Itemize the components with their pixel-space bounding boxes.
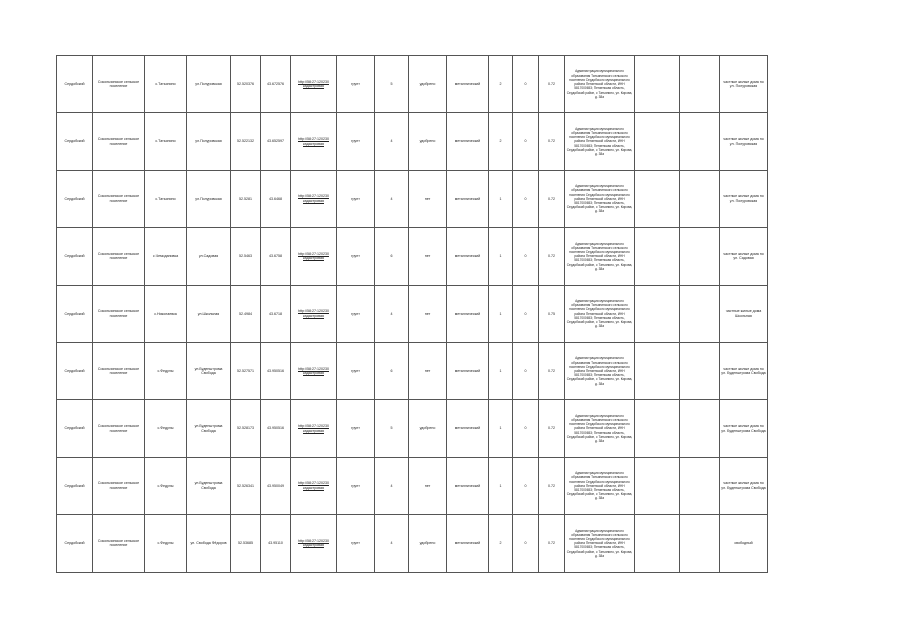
cell-area: 4 bbox=[375, 515, 409, 572]
cell-cadastre bbox=[291, 342, 337, 399]
cell-state: удобрено bbox=[409, 113, 447, 170]
cell-district: Сердобский bbox=[57, 342, 93, 399]
cell-source: частные жилые дома по ул. Полуровская bbox=[720, 113, 768, 170]
cell-area: 5 bbox=[375, 400, 409, 457]
cell-org: Администрация муниципального образования Татьянинского сельского поселения Сердобского муниципального района Пензенской области, ИНН 5817000653; Пензенская область, Сердобский район, с Татьянино, ул. Кирова, д. 38а bbox=[565, 515, 635, 572]
cell-lat: 52.528173 bbox=[231, 400, 261, 457]
cell-settlement: Сокольчинское сельское поселение bbox=[93, 113, 145, 170]
cell-village: с.Федулы bbox=[145, 400, 187, 457]
cell-surface: грунт bbox=[337, 457, 375, 514]
cell-state: нет bbox=[409, 457, 447, 514]
cell-area: 6 bbox=[375, 228, 409, 285]
cell-street: ул.Буденштрома Свобода bbox=[187, 457, 231, 514]
cell-lon: 43.6758 bbox=[261, 228, 291, 285]
cell-lon: 43.6718 bbox=[261, 285, 291, 342]
cell-street: ул.Буденштрома Свобода bbox=[187, 342, 231, 399]
cell-district: Сердобский bbox=[57, 457, 93, 514]
cell-type: металлический bbox=[447, 170, 489, 227]
cell-type: металлический bbox=[447, 457, 489, 514]
cell-org: Администрация муниципального образования Татьянинского сельского поселения Сердобского муниципального района Пензенской области, ИНН 5817000653; Пензенская область, Сердобский район, с Татьянино, ул. Кирова, д. 38а bbox=[565, 400, 635, 457]
cell-village: с.Чемодановка bbox=[145, 228, 187, 285]
cell-lat: 52.520376 bbox=[231, 56, 261, 113]
cell-street: ул.Садовая bbox=[187, 228, 231, 285]
cell-settlement: Сокольчинское сельское поселение bbox=[93, 228, 145, 285]
cell-district: Сердобский bbox=[57, 228, 93, 285]
cell-lat: 52.526341 bbox=[231, 457, 261, 514]
cell-source: свободный bbox=[720, 515, 768, 572]
cell-col2: 0 bbox=[513, 400, 539, 457]
cell-state: нет bbox=[409, 170, 447, 227]
cell-lon: 43.950516 bbox=[261, 342, 291, 399]
cell-district: Сердобский bbox=[57, 170, 93, 227]
cell-village: с.Федулы bbox=[145, 515, 187, 572]
cell-col1: 1 bbox=[489, 342, 513, 399]
cell-area: 4 bbox=[375, 285, 409, 342]
cell-org: Администрация муниципального образования Татьянинского сельского поселения Сердобского муниципального района Пензенской области, ИНН 5817000653; Пензенская область, Сердобский район, с Татьянино, ул. Кирова, д. 38а bbox=[565, 342, 635, 399]
cell-org: Администрация муниципального образования Татьянинского сельского поселения Сердобского муниципального района Пензенской области, ИНН 5817000653; Пензенская область, Сердобский район, с Татьянино, ул. Кирова, д. 38а bbox=[565, 170, 635, 227]
cell-empty2 bbox=[680, 170, 720, 227]
cell-org: Администрация муниципального образования Татьянинского сельского поселения Сердобского муниципального района Пензенской области, ИНН 5817000653; Пензенская область, Сердобский район, с Татьянино, ул. Кирова, д. 38а bbox=[565, 285, 635, 342]
cell-district: Сердобский bbox=[57, 56, 93, 113]
cell-empty1 bbox=[635, 113, 680, 170]
cell-empty1 bbox=[635, 228, 680, 285]
cell-street: ул.Полуровская bbox=[187, 113, 231, 170]
cell-state: удобрено bbox=[409, 515, 447, 572]
cell-village: с.Татьянино bbox=[145, 56, 187, 113]
cell-lat: 52.4984 bbox=[231, 285, 261, 342]
cell-street: ул.Буденштрома Свобода bbox=[187, 400, 231, 457]
cell-col1: 1 bbox=[489, 285, 513, 342]
table-row bbox=[57, 56, 768, 113]
cell-vol: 0.72 bbox=[539, 515, 565, 572]
cell-street: ул.Школьная bbox=[187, 285, 231, 342]
cell-village: с.Татьянино bbox=[145, 170, 187, 227]
cadastre-link[interactable]: http://58:27:120230 кадастровая bbox=[298, 538, 329, 548]
cell-state: нет bbox=[409, 285, 447, 342]
cell-street: ул.Полуровская bbox=[187, 56, 231, 113]
cadastre-link[interactable]: http://58:27:120230 кадастровая bbox=[298, 309, 329, 318]
cell-vol: 0.72 bbox=[539, 457, 565, 514]
cell-lat: 52.527571 bbox=[231, 342, 261, 399]
cell-surface: грунт bbox=[337, 285, 375, 342]
cell-source: частные жилые дома по ул. Полуровская bbox=[720, 56, 768, 113]
cell-col2: 0 bbox=[513, 515, 539, 572]
cell-vol: 0.75 bbox=[539, 285, 565, 342]
cell-lat: 52.5463 bbox=[231, 228, 261, 285]
cell-surface: грунт bbox=[337, 170, 375, 227]
cell-col1: 2 bbox=[489, 515, 513, 572]
cell-empty1 bbox=[635, 170, 680, 227]
cell-lon: 43.950516 bbox=[261, 400, 291, 457]
cell-area: 6 bbox=[375, 342, 409, 399]
cell-lon: 43.95110 bbox=[261, 515, 291, 572]
cell-empty2 bbox=[680, 515, 720, 572]
cell-district: Сердобский bbox=[57, 400, 93, 457]
cell-lon: 43.950049 bbox=[261, 457, 291, 514]
cell-source: частные жилые дома Школьная bbox=[720, 285, 768, 342]
cell-vol: 0.72 bbox=[539, 56, 565, 113]
cell-col2: 0 bbox=[513, 228, 539, 285]
cell-area: 4 bbox=[375, 170, 409, 227]
cell-empty2 bbox=[680, 342, 720, 399]
cell-empty2 bbox=[680, 228, 720, 285]
cell-surface: грунт bbox=[337, 400, 375, 457]
cell-lat: 52.522132 bbox=[231, 113, 261, 170]
cell-vol: 0.72 bbox=[539, 342, 565, 399]
table-row bbox=[57, 285, 768, 342]
cell-cadastre bbox=[291, 400, 337, 457]
cell-col1: 1 bbox=[489, 400, 513, 457]
cell-surface: грунт bbox=[337, 515, 375, 572]
cell-org: Администрация муниципального образования Татьянинского сельского поселения Сердобского муниципального района Пензенской области, ИНН 5817000653; Пензенская область, Сердобский район, с Татьянино, ул. Кирова, д. 38а bbox=[565, 457, 635, 514]
cell-settlement: Сокольчинское сельское поселение bbox=[93, 457, 145, 514]
cell-empty1 bbox=[635, 285, 680, 342]
cell-area: 4 bbox=[375, 113, 409, 170]
cell-type: металлический bbox=[447, 342, 489, 399]
cell-type: металлический bbox=[447, 56, 489, 113]
cell-state: нет bbox=[409, 342, 447, 399]
cell-state: удобрено bbox=[409, 400, 447, 457]
table-row bbox=[57, 515, 768, 572]
cell-cadastre bbox=[291, 113, 337, 170]
cell-cadastre bbox=[291, 457, 337, 514]
cell-street: ул.Полуровская bbox=[187, 170, 231, 227]
cell-type: металлический bbox=[447, 400, 489, 457]
cell-empty2 bbox=[680, 56, 720, 113]
cell-type: металлический bbox=[447, 515, 489, 572]
cell-cadastre bbox=[291, 285, 337, 342]
cell-vol: 0.72 bbox=[539, 170, 565, 227]
cell-col2: 0 bbox=[513, 342, 539, 399]
cell-col1: 2 bbox=[489, 56, 513, 113]
cell-col2: 0 bbox=[513, 56, 539, 113]
cell-village: с.Татьянино bbox=[145, 113, 187, 170]
cell-col2: 0 bbox=[513, 113, 539, 170]
cell-village: с.Федулы bbox=[145, 342, 187, 399]
cell-col1: 1 bbox=[489, 170, 513, 227]
cell-empty1 bbox=[635, 56, 680, 113]
cell-lon: 43.672576 bbox=[261, 56, 291, 113]
cadastre-link[interactable]: http://58:27:120230 кадастровая bbox=[298, 366, 329, 376]
cell-lat: 52.53685 bbox=[231, 515, 261, 572]
cell-district: Сердобский bbox=[57, 113, 93, 170]
cell-surface: грунт bbox=[337, 228, 375, 285]
cell-cadastre bbox=[291, 170, 337, 227]
cell-settlement: Сокольчинское сельское поселение bbox=[93, 400, 145, 457]
cell-area: 4 bbox=[375, 457, 409, 514]
cell-district: Сердобский bbox=[57, 515, 93, 572]
cell-lon: 43.6468 bbox=[261, 170, 291, 227]
cell-area: 5 bbox=[375, 56, 409, 113]
cell-type: металлический bbox=[447, 113, 489, 170]
cadastre-link[interactable]: http://58:27:120230 кадастровая bbox=[298, 251, 329, 261]
cell-surface: грунт bbox=[337, 342, 375, 399]
cadastre-link[interactable]: http://58:27:120230 кадастровая bbox=[298, 424, 329, 433]
cell-vol: 0.72 bbox=[539, 113, 565, 170]
cell-surface: грунт bbox=[337, 113, 375, 170]
cell-empty1 bbox=[635, 342, 680, 399]
cell-cadastre bbox=[291, 56, 337, 113]
cell-col1: 1 bbox=[489, 228, 513, 285]
cell-empty1 bbox=[635, 400, 680, 457]
cell-vol: 0.72 bbox=[539, 400, 565, 457]
table-row bbox=[57, 400, 768, 457]
cell-source: частные жилые дома по ул. Буденштрома Свобода bbox=[720, 400, 768, 457]
document-sheet bbox=[56, 55, 767, 572]
cell-empty2 bbox=[680, 113, 720, 170]
cadastre-link[interactable]: http://58:27:120230 кадастровая bbox=[298, 79, 329, 89]
table-row bbox=[57, 342, 768, 399]
cell-type: металлический bbox=[447, 228, 489, 285]
cell-empty2 bbox=[680, 285, 720, 342]
cell-surface: грунт bbox=[337, 56, 375, 113]
table-row bbox=[57, 457, 768, 514]
table-row bbox=[57, 113, 768, 170]
table-row bbox=[57, 228, 768, 285]
cell-col2: 0 bbox=[513, 170, 539, 227]
cell-village: с.Николаевка bbox=[145, 285, 187, 342]
cell-col2: 0 bbox=[513, 285, 539, 342]
cell-source: частные жилые дома по ул. Садовая bbox=[720, 228, 768, 285]
cell-col1: 1 bbox=[489, 457, 513, 514]
cadastre-link[interactable]: http://58:27:120230 кадастровая bbox=[298, 481, 329, 490]
table-body bbox=[57, 56, 768, 573]
cell-village: с.Федулы bbox=[145, 457, 187, 514]
cell-org: Администрация муниципального образования Татьянинского сельского поселения Сердобского муниципального района Пензенской области, ИНН 5817000653; Пензенская область, Сердобский район, с Татьянино, ул. Кирова, д. 38а bbox=[565, 113, 635, 170]
cadastre-link[interactable]: http://58:27:120230 кадастровая bbox=[298, 137, 329, 146]
cell-vol: 0.72 bbox=[539, 228, 565, 285]
cell-type: металлический bbox=[447, 285, 489, 342]
cell-settlement: Сокольчинское сельское поселение bbox=[93, 342, 145, 399]
cell-empty2 bbox=[680, 400, 720, 457]
cell-source: частные жилые дома по ул. Буденштрома Свобода bbox=[720, 342, 768, 399]
cell-street: ул. Свобода Фёдоров bbox=[187, 515, 231, 572]
cell-col1: 2 bbox=[489, 113, 513, 170]
cell-settlement: Сокольчинское сельское поселение bbox=[93, 515, 145, 572]
cell-col2: 0 bbox=[513, 457, 539, 514]
cell-lat: 52.5281 bbox=[231, 170, 261, 227]
cell-org: Администрация муниципального образования Татьянинского сельского поселения Сердобского муниципального района Пензенской области, ИНН 5817000653; Пензенская область, Сердобский район, с Татьянино, ул. Кирова, д. 38а bbox=[565, 228, 635, 285]
cell-state: удобрено bbox=[409, 56, 447, 113]
cell-source: частные жилые дома по ул. Буденштрома Свобода bbox=[720, 457, 768, 514]
cell-empty1 bbox=[635, 457, 680, 514]
cell-cadastre bbox=[291, 228, 337, 285]
cell-org: Администрация муниципального образования Татьянинского сельского поселения Сердобского муниципального района Пензенской области, ИНН 5817000653; Пензенская область, Сердобский район, с Татьянино, ул. Кирова, д. 38а bbox=[565, 56, 635, 113]
cell-lon: 43.652597 bbox=[261, 113, 291, 170]
cell-state: нет bbox=[409, 228, 447, 285]
cell-district: Сердобский bbox=[57, 285, 93, 342]
cell-settlement: Сокольчинское сельское поселение bbox=[93, 285, 145, 342]
cell-empty2 bbox=[680, 457, 720, 514]
cell-settlement: Сокольчинское сельское поселение bbox=[93, 56, 145, 113]
cell-source: частные жилые дома по ул. Полуровская bbox=[720, 170, 768, 227]
cell-cadastre bbox=[291, 515, 337, 572]
cell-empty1 bbox=[635, 515, 680, 572]
container-sites-table bbox=[56, 55, 768, 573]
cell-settlement: Сокольчинское сельское поселение bbox=[93, 170, 145, 227]
table-row bbox=[57, 170, 768, 227]
cadastre-link[interactable]: http://58:27:120230 кадастровая bbox=[298, 194, 329, 203]
